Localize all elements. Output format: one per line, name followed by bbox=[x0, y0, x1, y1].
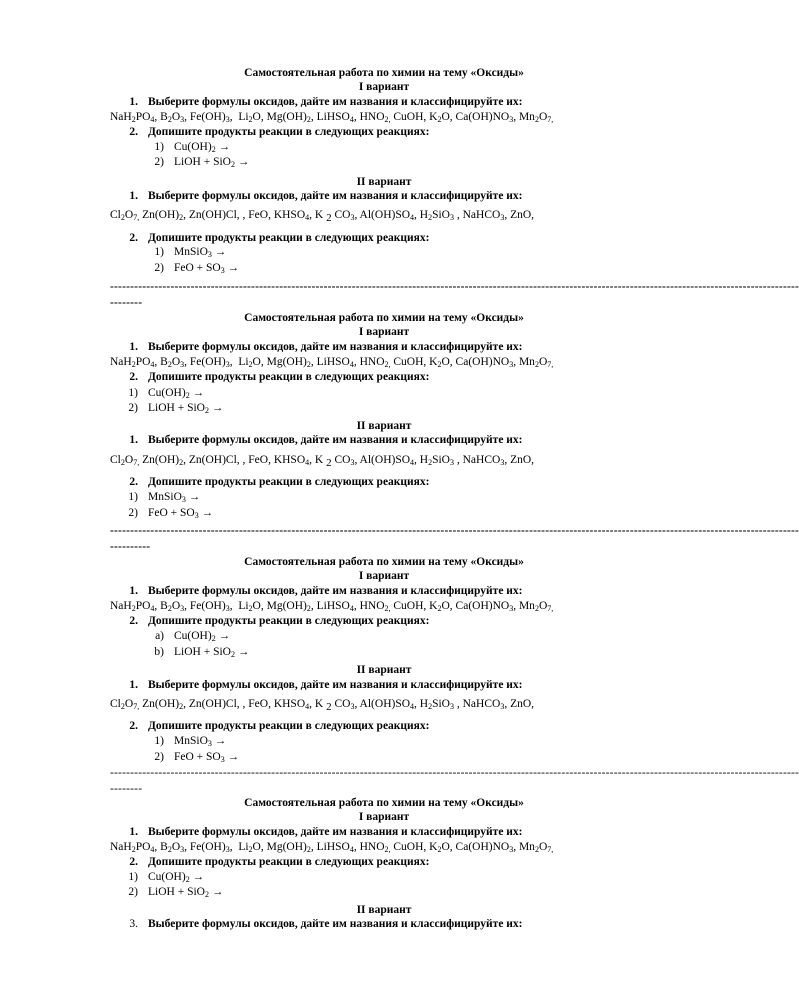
task-1: 1. Выберите формулы оксидов, дайте им названия и классифицируйте их: bbox=[129, 826, 523, 838]
reaction-1: 1) $Cu(OH)_2$ → bbox=[154, 141, 231, 154]
task-2: 2. Допишите продукты реакции в следующих реакциях: bbox=[129, 476, 430, 488]
task-1: 1. Выберите формулы оксидов, дайте им названия и классифицируйте их: bbox=[129, 190, 523, 202]
worksheet-title: Самостоятельная работа по химии на тему «Оксиды» bbox=[244, 67, 524, 79]
reaction-1: 1) MnSiO$_3$ → bbox=[128, 491, 201, 504]
reaction-1: 1) MnSiO$_3$ → bbox=[154, 735, 227, 748]
separator-line: --------------------------------------------------------------------------------------------------------------------------------------------------------------------------- bbox=[110, 767, 799, 779]
task-2: 2. Допишите продукты реакции в следующих реакциях: bbox=[129, 126, 430, 138]
separator-line: --------------------------------------------------------------------------------------------------------------------------------------------------------------------------- bbox=[110, 525, 799, 537]
variant-1-heading: I вариант bbox=[358, 81, 410, 93]
worksheet-title: Самостоятельная работа по химии на тему «Оксиды» bbox=[244, 312, 524, 324]
variant-1-heading: I вариант bbox=[358, 811, 410, 823]
formula-list-2: $Cl_2O_{7,}$ $Zn(OH)_2$, Zn(OH)Cl, , FeO, $KHSO_4$, K 2 $CO_3$, $Al(OH)SO_4$, $H_2SiO_3$ , NaHCO$_3$, ZnO, bbox=[110, 454, 535, 469]
formula-list-1: $NaH_2PO_4$, $B_2O_3$, $Fe(OH)_3$, $Li_2O$, $Mg(OH)_2$, LiHSO$_4$, $HNO_{2,}$ CuOH, $K_2O$, $Ca(OH)NO_3$, $Mn_2O_{7,}$ bbox=[110, 111, 554, 124]
worksheet-title: Самостоятельная работа по химии на тему «Оксиды» bbox=[244, 797, 524, 809]
task-2: 2. Допишите продукты реакции в следующих реакциях: bbox=[129, 856, 430, 868]
task-2: 2. Допишите продукты реакции в следующих реакциях: bbox=[129, 232, 430, 244]
task-1: 1. Выберите формулы оксидов, дайте им названия и классифицируйте их: bbox=[129, 341, 523, 353]
separator-tail: -------- bbox=[110, 783, 143, 795]
reaction-1: 1) MnSiO$_3$ → bbox=[154, 246, 227, 259]
formula-list-1: $NaH_2PO_4$, $B_2O_3$, $Fe(OH)_3$, $Li_2O$, $Mg(OH)_2$, LiHSO$_4$, $HNO_{2,}$ CuOH, $K_2O$, $Ca(OH)NO_3$, $Mn_2O_{7,}$ bbox=[110, 841, 554, 854]
task-1: 1. Выберите формулы оксидов, дайте им названия и классифицируйте их: bbox=[129, 679, 523, 691]
reaction-2: 2) LiOH + SiO$_2$ → bbox=[128, 886, 224, 899]
reaction-2: 2) LiOH + SiO$_2$ → bbox=[154, 156, 250, 169]
reaction-2: 2) FeO + $SO_3$ → bbox=[128, 507, 214, 520]
task-1: 1. Выберите формулы оксидов, дайте им названия и классифицируйте их: bbox=[129, 96, 523, 108]
worksheet-title: Самостоятельная работа по химии на тему «Оксиды» bbox=[244, 556, 524, 568]
task-2: 2. Допишите продукты реакции в следующих реакциях: bbox=[129, 615, 430, 627]
task-3: 3. Выберите формулы оксидов, дайте им названия и классифицируйте их: bbox=[129, 918, 523, 930]
variant-2-heading: II вариант bbox=[356, 664, 412, 676]
reaction-1: 1) $Cu(OH)_2$ → bbox=[128, 387, 205, 400]
task-2: 2. Допишите продукты реакции в следующих реакциях: bbox=[129, 371, 430, 383]
task-2: 2. Допишите продукты реакции в следующих реакциях: bbox=[129, 720, 430, 732]
task-1: 1. Выберите формулы оксидов, дайте им названия и классифицируйте их: bbox=[129, 434, 523, 446]
reaction-1: 1) $Cu(OH)_2$ → bbox=[128, 871, 205, 884]
formula-list-1: $NaH_2PO_4$, $B_2O_3$, $Fe(OH)_3$, $Li_2O$, $Mg(OH)_2$, LiHSO$_4$, $HNO_{2,}$ CuOH, $K_2O$, $Ca(OH)NO_3$, $Mn_2O_{7,}$ bbox=[110, 356, 554, 369]
formula-list-2: $Cl_2O_{7,}$ $Zn(OH)_2$, Zn(OH)Cl, , FeO, $KHSO_4$, K 2 $CO_3$, $Al(OH)SO_4$, $H_2SiO_3$ , NaHCO$_3$, ZnO, bbox=[110, 698, 535, 713]
variant-1-heading: I вариант bbox=[358, 326, 410, 338]
task-1: 1. Выберите формулы оксидов, дайте им названия и классифицируйте их: bbox=[129, 585, 523, 597]
variant-2-heading: II вариант bbox=[356, 176, 412, 188]
separator-tail: ---------- bbox=[110, 541, 151, 553]
reaction-a: a) $Cu(OH)_2$ → bbox=[155, 630, 231, 643]
separator-tail: -------- bbox=[110, 297, 143, 309]
variant-2-heading: II вариант bbox=[356, 904, 412, 916]
reaction-2: 2) FeO + $SO_3$ → bbox=[154, 262, 240, 275]
formula-list-2: $Cl_2O_{7,}$ $Zn(OH)_2$, Zn(OH)Cl, , FeO, $KHSO_4$, K 2 $CO_3$, $Al(OH)SO_4$, $H_2SiO_3$ , NaHCO$_3$, ZnO, bbox=[110, 209, 535, 224]
reaction-b: b) LiOH + SiO$_2$ → bbox=[154, 646, 250, 659]
variant-2-heading: II вариант bbox=[356, 420, 412, 432]
separator-line: --------------------------------------------------------------------------------------------------------------------------------------------------------------------------- bbox=[110, 281, 799, 293]
formula-list-1: $NaH_2PO_4$, $B_2O_3$, $Fe(OH)_3$, $Li_2O$, $Mg(OH)_2$, LiHSO$_4$, $HNO_{2,}$ CuOH, $K_2O$, $Ca(OH)NO_3$, $Mn_2O_{7,}$ bbox=[110, 600, 554, 613]
reaction-2: 2) LiOH + SiO$_2$ → bbox=[128, 402, 224, 415]
reaction-2: 2) FeO + $SO_3$ → bbox=[154, 751, 240, 764]
variant-1-heading: I вариант bbox=[358, 570, 410, 582]
